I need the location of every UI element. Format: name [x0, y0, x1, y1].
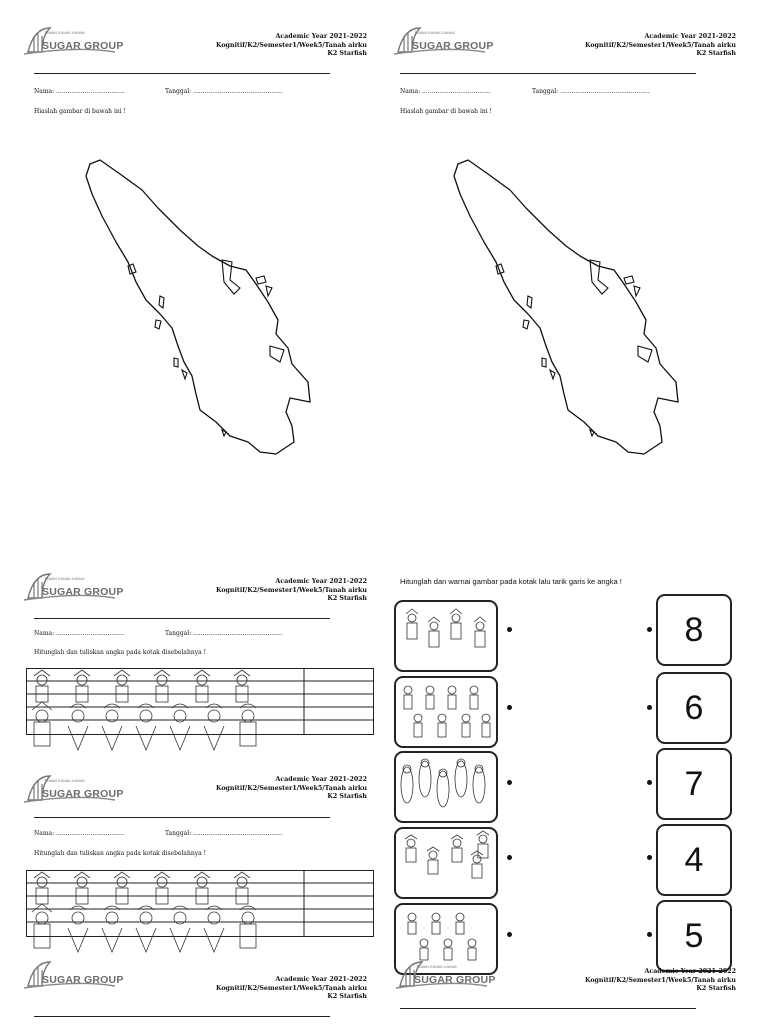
number-box: 7 [656, 748, 732, 820]
worksheet-map-left [0, 0, 384, 540]
header-rule [34, 73, 330, 74]
instruction-count-color: Hitunglah dan warnai gambar pada kotak lalu tarik garis ke angka ! [400, 577, 622, 586]
logo [20, 568, 150, 604]
date-field: Tanggal: ............................................... [532, 88, 650, 95]
academic-year: Academic Year 2021-2022 [644, 968, 736, 975]
costume-figures-icon [396, 678, 496, 746]
header-info [216, 976, 367, 1002]
match-dot-left[interactable] [507, 705, 512, 710]
class-name: K2 Starfish [696, 50, 736, 57]
course-code: Kognitif/K2/Semester1/Week5/Tanah airku [216, 784, 367, 792]
logo [390, 22, 520, 58]
logo [392, 956, 522, 992]
header-info [216, 776, 367, 802]
header-rule [34, 618, 330, 619]
header-rule [400, 1008, 696, 1009]
logo-text: SUGAR GROUP [412, 40, 494, 52]
academic-year: Academic Year 2021-2022 [275, 776, 367, 783]
header-info [585, 968, 736, 994]
logo [20, 956, 150, 992]
number-box: 6 [656, 672, 732, 744]
course-code: Kognitif/K2/Semester1/Week5/Tanah airku [216, 984, 367, 992]
costume-figures-row [28, 668, 278, 778]
picture-box-4 [394, 827, 498, 899]
picture-box-2 [394, 676, 498, 748]
worksheet-count-match [384, 560, 768, 1024]
date-field: Tanggal: ............................................... [165, 630, 283, 637]
course-code: Kognitif/K2/Semester1/Week5/Tanah airku [216, 586, 367, 594]
class-name: K2 Starfish [696, 985, 736, 992]
logo-text: SUGAR GROUP [42, 40, 124, 52]
match-dot-left[interactable] [507, 780, 512, 785]
match-dot-right[interactable] [647, 780, 652, 785]
sumatra-map-outline [448, 150, 698, 470]
picture-box-1 [394, 600, 498, 672]
logo-text: SUGAR GROUP [42, 974, 124, 986]
class-name: K2 Starfish [327, 595, 367, 602]
academic-year: Academic Year 2021-2022 [275, 976, 367, 983]
number-box: 8 [656, 594, 732, 666]
name-field: Nama: .................................... [34, 830, 125, 837]
date-field: Tanggal: ............................................... [165, 830, 283, 837]
match-dot-right[interactable] [647, 705, 652, 710]
class-name: K2 Starfish [327, 993, 367, 1000]
match-dot-left[interactable] [507, 855, 512, 860]
logo-text: SUGAR GROUP [414, 974, 496, 986]
academic-year: Academic Year 2021-2022 [644, 33, 736, 40]
match-dot-left[interactable] [507, 932, 512, 937]
logo-subtitle: TAMAN KANAK-KANAK [416, 965, 458, 969]
class-name: K2 Starfish [327, 50, 367, 57]
academic-year: Academic Year 2021-2022 [275, 578, 367, 585]
name-field: Nama: .................................... [34, 630, 125, 637]
sumatra-map-outline [80, 150, 330, 470]
logo-text: SUGAR GROUP [42, 586, 124, 598]
academic-year: Academic Year 2021-2022 [275, 33, 367, 40]
match-dot-right[interactable] [647, 855, 652, 860]
logo-subtitle: TAMAN KANAK-KANAK [44, 31, 86, 35]
header-rule [400, 73, 696, 74]
instruction-map: Hiaslah gambar di bawah ini ! [400, 108, 492, 115]
course-code: Kognitif/K2/Semester1/Week5/Tanah airku [216, 41, 367, 49]
header-info [216, 578, 367, 604]
logo [20, 22, 150, 58]
header-rule [34, 817, 330, 818]
name-field: Nama: .................................... [400, 88, 491, 95]
header-info [216, 33, 367, 59]
picture-box-3 [394, 751, 498, 823]
number-box: 4 [656, 824, 732, 896]
logo [20, 770, 150, 806]
instruction-count-write: Hitunglah dan tuliskan angka pada kotak disebelahnya ! [34, 649, 206, 656]
course-code: Kognitif/K2/Semester1/Week5/Tanah airku [585, 41, 736, 49]
worksheet-count-write-2 [0, 770, 384, 1024]
costume-figures-icon [396, 602, 496, 670]
instruction-map: Hiaslah gambar di bawah ini ! [34, 108, 126, 115]
costume-figures-icon [396, 753, 496, 821]
match-dot-left[interactable] [507, 627, 512, 632]
class-name: K2 Starfish [327, 793, 367, 800]
date-field: Tanggal: ............................................... [165, 88, 283, 95]
costume-figures-icon [396, 829, 496, 897]
logo-subtitle: TAMAN KANAK-KANAK [44, 577, 86, 581]
match-dot-right[interactable] [647, 932, 652, 937]
course-code: Kognitif/K2/Semester1/Week5/Tanah airku [585, 976, 736, 984]
logo-text: SUGAR GROUP [42, 788, 124, 800]
header-rule [34, 1016, 330, 1017]
instruction-count-write: Hitunglah dan tuliskan angka pada kotak disebelahnya ! [34, 850, 206, 857]
name-field: Nama: .................................... [34, 88, 125, 95]
worksheet-count-write-1 [0, 560, 384, 770]
header-info [585, 33, 736, 59]
logo-subtitle: TAMAN KANAK-KANAK [44, 779, 86, 783]
number-box: 5 [656, 900, 732, 972]
logo-subtitle: TAMAN KANAK-KANAK [414, 31, 456, 35]
worksheet-map-right [384, 0, 768, 540]
match-dot-right[interactable] [647, 627, 652, 632]
